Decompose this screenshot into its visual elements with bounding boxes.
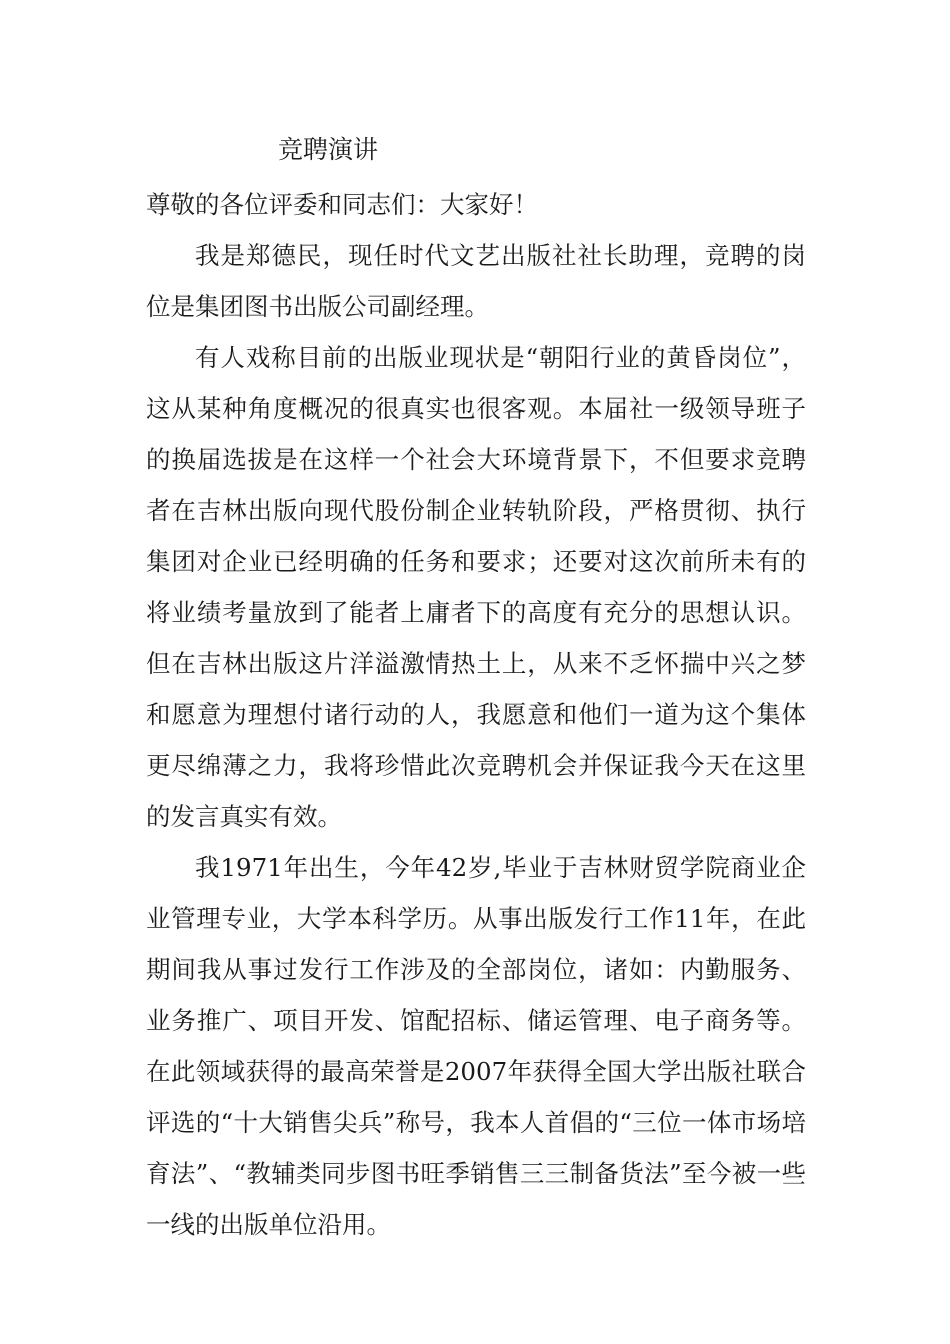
document-body <box>146 179 806 1250</box>
document-title: 竞聘演讲 <box>278 135 379 164</box>
paragraph-industry-context: 有人戏称目前的出版业现状是“朝阳行业的黄昏岗位”，这从某种角度概况的很真实也很客观。本届社一级领导班子的换届选拔是在这样一个社会大环境背景下，不但要求竞聘者在吉林出版向现代股份制企业转轨阶段，严格贯彻、执行集团对企业已经明确的任务和要求；还要对这次前所未有的将业绩考量放到了能者上庸者下的高度有充分的思想认识。但在吉林出版这片洋溢激情热土上，从来不乏怀揣中兴之梦和愿意为理想付诸行动的人，我愿意和他们一道为这个集体更尽绵薄之力，我将珍惜此次竞聘机会并保证我今天在这里的发言真实有效。 <box>146 343 806 831</box>
greeting-line: 尊敬的各位评委和同志们：大家好！ <box>146 190 538 219</box>
paragraph-background-experience: 我1971年出生，今年42岁,毕业于吉林财贸学院商业企业管理专业，大学本科学历。从事出版发行工作11年，在此期间我从事过发行工作涉及的全部岗位，诸如：内勤服务、业务推广、项目开发、馆配招标、储运管理、电子商务等。在此领域获得的最高荣誉是2007年获得全国大学出版社联合评选的“十大销售尖兵”称号，我本人首倡的“三位一体市场培育法”、“教辅类同步图书旺季销售三三制备货法”至今被一些一线的出版单位沿用。 <box>146 853 806 1239</box>
paragraph-self-introduction: 我是郑德民，现任时代文艺出版社社长助理，竞聘的岗位是集团图书出版公司副经理。 <box>146 241 806 321</box>
